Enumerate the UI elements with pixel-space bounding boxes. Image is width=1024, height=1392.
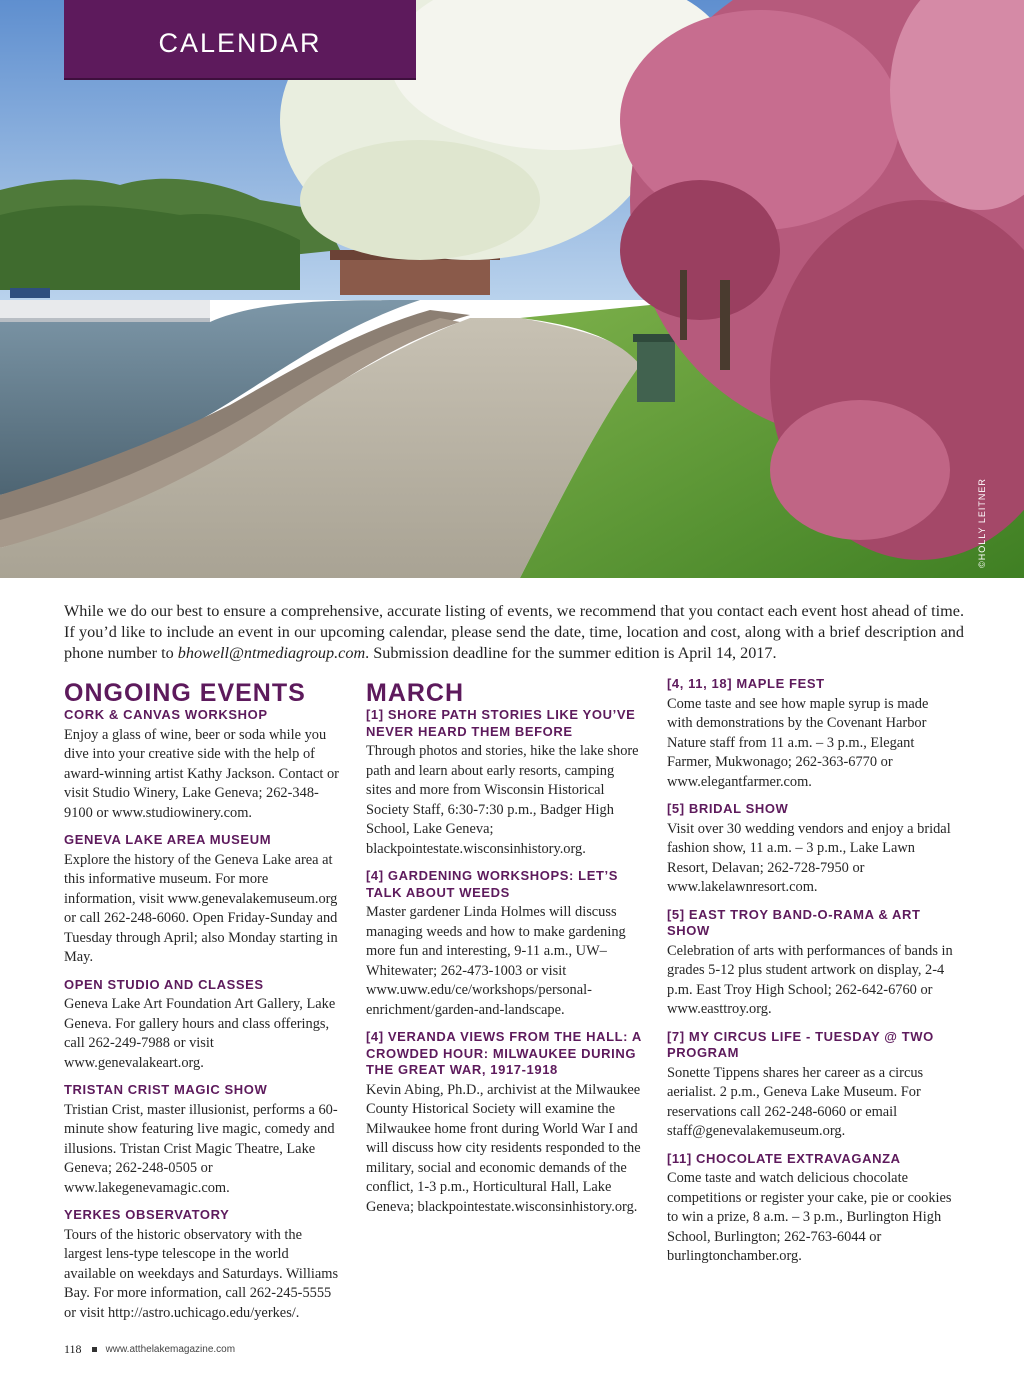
event-title: [1] SHORE PATH STORIES LIKE YOU’VE NEVER HEARD THEM BEFORE: [366, 707, 636, 739]
event-item: [667, 1151, 957, 1267]
event-description: Celebration of arts with performances of bands in grades 5-12 plus student artwork on display, 2-4 p.m. East Troy High School; 262-642-6760 or www.easttroy.org.: [667, 942, 953, 1017]
event-description: Tours of the historic observatory with the largest lens-type telescope in the world available on weekdays and Saturdays. Williams Bay. For more information, call 262-245-5555 or visit http://astro.uchicago.edu/yerkes/.: [64, 1226, 339, 1321]
event-item: [64, 1207, 340, 1323]
event-title: [4] GARDENING WORKSHOPS: LET’S TALK ABOUT WEEDS: [366, 868, 619, 900]
event-item: [667, 907, 957, 1020]
event-title: [5] EAST TROY BAND-O-RAMA & ART SHOW: [667, 906, 921, 938]
event-description: Through photos and stories, hike the lake shore path and learn about early resorts, camping sites and more from Wisconsin Historical Society Staff, 6:30-7:30 p.m., Badger High School, Lake Geneva; blackpointestate.wisconsinhistory.org.: [366, 743, 639, 857]
event-title: OPEN STUDIO AND CLASSES: [64, 976, 264, 992]
event-title: [4] VERANDA VIEWS FROM THE HALL: A CROWDED HOUR: MILWAUKEE DURING THE GREAT WAR, 1917-1918: [366, 1029, 642, 1077]
event-description: Master gardener Linda Holmes will discuss managing weeds and how to make gardening more fun and interesting, 9-11 a.m., UW–Whitewater; 262-473-1003 or visit www.uww.edu/ce/workshops/personal-enrichment/garden-and-landscape.: [366, 904, 626, 1018]
event-description: Sonette Tippens shares her career as a circus aerialist. 2 p.m., Geneva Lake Museum. For reservations call 262-248-6060 or email staff@genevalakemuseum.org.: [667, 1064, 924, 1139]
march-heading: MARCH: [366, 679, 465, 707]
intro-paragraph: [64, 601, 964, 664]
section-title-tab: [64, 0, 416, 80]
intro-text-before: While we do our best to ensure a comprehensive, accurate listing of events, we recommend that you contact each event host ahead of time. If you’d like to include an event in our upcoming calendar, please send the date, time, location and cost, along with a brief description and phone number to: [64, 602, 964, 663]
event-title: [11] CHOCOLATE EXTRAVAGANZA: [667, 1150, 901, 1166]
event-description: Come taste and watch delicious chocolate competitions or register your cake, pie or cookies to win a prize, 8 a.m. – 3 p.m., Burlington High School, Burlington; 262-763-6044 or burlingtonchamber.org.: [667, 1170, 952, 1264]
intro-text-after: . Submission deadline for the summer edition is April 14, 2017.: [365, 644, 777, 663]
event-description: Tristian Crist, master illusionist, performs a 60-minute show featuring live magic, comedy and illusions. Tristan Crist Magic Theatre, Lake Geneva; 262-248-0505 or www.lakegenevamagic.com.: [64, 1101, 338, 1196]
submission-email[interactable]: bhowell@ntmediagroup.com: [177, 644, 366, 663]
event-item: [366, 707, 642, 859]
event-item: [64, 1082, 340, 1198]
event-title: CORK & CANVAS WORKSHOP: [64, 707, 268, 722]
event-item: [64, 977, 340, 1074]
event-title: [7] MY CIRCUS LIFE - TUESDAY @ TWO PROGRAM: [667, 1028, 934, 1060]
event-item: [667, 676, 957, 792]
event-title: [5] BRIDAL SHOW: [667, 801, 789, 816]
ongoing-events-heading: ONGOING EVENTS: [64, 679, 306, 707]
event-item: [667, 801, 957, 898]
event-title: YERKES OBSERVATORY: [64, 1207, 230, 1222]
event-item: [64, 832, 340, 968]
event-item: [667, 1029, 957, 1142]
event-description: Visit over 30 wedding vendors and enjoy a bridal fashion show, 11 a.m. – 3 p.m., Lake Lawn Resort, Delavan; 262-728-7950 or www.lakelawnresort.com.: [667, 820, 951, 895]
event-description: Geneva Lake Art Foundation Art Gallery, Lake Geneva. For gallery hours and class offerings, call 262-249-7988 or visit www.genevalakeart.org.: [64, 996, 336, 1071]
ongoing-events-column: [64, 676, 340, 1332]
event-item: [366, 1029, 642, 1217]
separator-square-icon: [92, 1347, 97, 1352]
event-description: Come taste and see how maple syrup is made with demonstrations by the Covenant Harbor Nature staff from 11 a.m. – 3 p.m., Elegant Farmer, Mukwonago; 262-363-6770 or www.elegantfarmer.com.: [667, 695, 929, 790]
photo-credit-text: ©HOLLY LEITNER: [977, 478, 987, 568]
march-events-column-continued: [667, 676, 957, 1276]
event-title: [4, 11, 18] MAPLE FEST: [667, 676, 825, 691]
photo-credit: [972, 468, 992, 578]
event-item: [64, 707, 340, 823]
event-title: GENEVA LAKE AREA MUSEUM: [64, 832, 272, 847]
footer-website[interactable]: www.atthelakemagazine.com: [105, 1344, 236, 1355]
march-events-column: [366, 676, 642, 1226]
event-description: Explore the history of the Geneva Lake area at this informative museum. For more information, visit www.genevalakemuseum.org or call 262-248-6060. Open Friday-Sunday and Tuesday through April; also Monday starting in May.: [64, 851, 338, 965]
event-description: Enjoy a glass of wine, beer or soda while you dive into your creative side with the help of award-winning artist Kathy Jackson. Contact or visit Studio Winery, Lake Geneva; 262-348-9100 or www.studiowinery.com.: [64, 726, 339, 821]
page-footer: [64, 1342, 235, 1357]
event-item: [366, 868, 642, 1020]
section-title: CALENDAR: [158, 27, 322, 58]
event-title: TRISTAN CRIST MAGIC SHOW: [64, 1082, 268, 1097]
hero-photo: [0, 0, 1024, 578]
page-number: 118: [64, 1342, 82, 1356]
event-description: Kevin Abing, Ph.D., archivist at the Milwaukee County Historical Society will examine the Milwaukee home front during World War I and will discuss how city residents responded to the military, social and economic demands of the conflict, 1-3 p.m., Horticultural Hall, Lake Geneva; blackpointestate.wisconsinhistory.org.: [366, 1081, 641, 1215]
lakeside-path-image: [0, 0, 1024, 578]
